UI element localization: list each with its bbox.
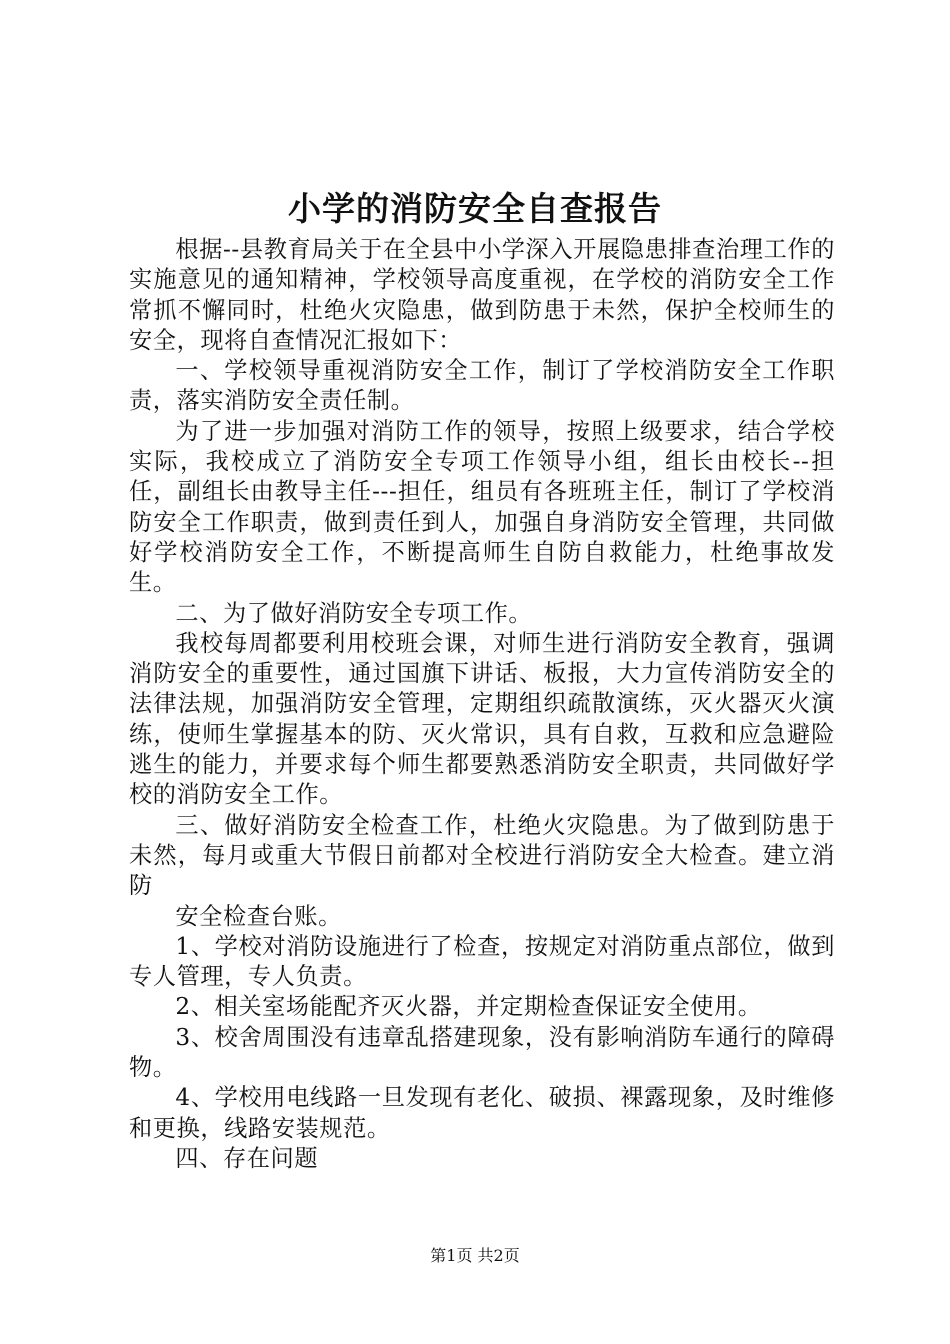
list-item-1: 1、学校对消防设施进行了检查，按规定对消防重点部位，做到专人管理，专人负责。 <box>129 932 835 991</box>
document-title: 小学的消防安全自查报告 <box>288 189 662 228</box>
list-item-3: 3、校舍周围没有违章乱搭建现象，没有影响消防车通行的障碍物。 <box>129 1023 835 1082</box>
page-footer: 第1页 共2页 <box>430 1246 520 1265</box>
heading-section-1: 一、学校领导重视消防安全工作，制订了学校消防安全工作职责，落实消防安全责任制。 <box>129 357 835 415</box>
heading-section-2: 二、为了做好消防安全专项工作。 <box>175 599 533 627</box>
list-item-2: 2、相关室场能配齐灭火器，并定期检查保证安全使用。 <box>175 993 762 1021</box>
list-item-4: 4、学校用电线路一旦发现有老化、破损、裸露现象，及时维修和更换，线路安装规范。 <box>129 1084 835 1142</box>
paragraph-leadership-group: 为了进一步加强对消防工作的领导，按照上级要求，结合学校实际，我校成立了消防安全专项工作领导小组，组长由校长--担任，副组长由教导主任---担任，组员有各班班主任，制订了学校消防安全工作职责，做到责任到人，加强自身消防安全管理，共同做好学校消防安全工作，不断提高师生自防自救能力，杜绝事故发生。 <box>129 417 835 597</box>
document-body <box>129 235 835 1174</box>
paragraph-intro: 根据--县教育局关于在全县中小学深入开展隐患排查治理工作的实施意见的通知精神，学校领导高度重视，在学校的消防安全工作常抓不懈同时，杜绝火灾隐患，做到防患于未然，保护全校师生的安全，现将自查情况汇报如下： <box>129 236 835 354</box>
paragraph-safety-education: 我校每周都要利用校班会课，对师生进行消防安全教育，强调消防安全的重要性，通过国旗下讲话、板报，大力宣传消防安全的法律法规，加强消防安全管理，定期组织疏散演练，灭火器灭火演练，使师生掌握基本的防、灭火常识，具有自救，互救和应急避险逃生的能力，并要求每个师生都要熟悉消防安全职责，共同做好学校的消防安全工作。 <box>129 629 835 809</box>
heading-section-4: 四、存在问题 <box>175 1144 319 1172</box>
paragraph-inspection-ledger: 安全检查台账。 <box>175 902 342 930</box>
heading-section-3: 三、做好消防安全检查工作，杜绝火灾隐患。为了做到防患于未然，每月或重大节假日前都对全校进行消防安全大检查。建立消防 <box>129 811 835 900</box>
